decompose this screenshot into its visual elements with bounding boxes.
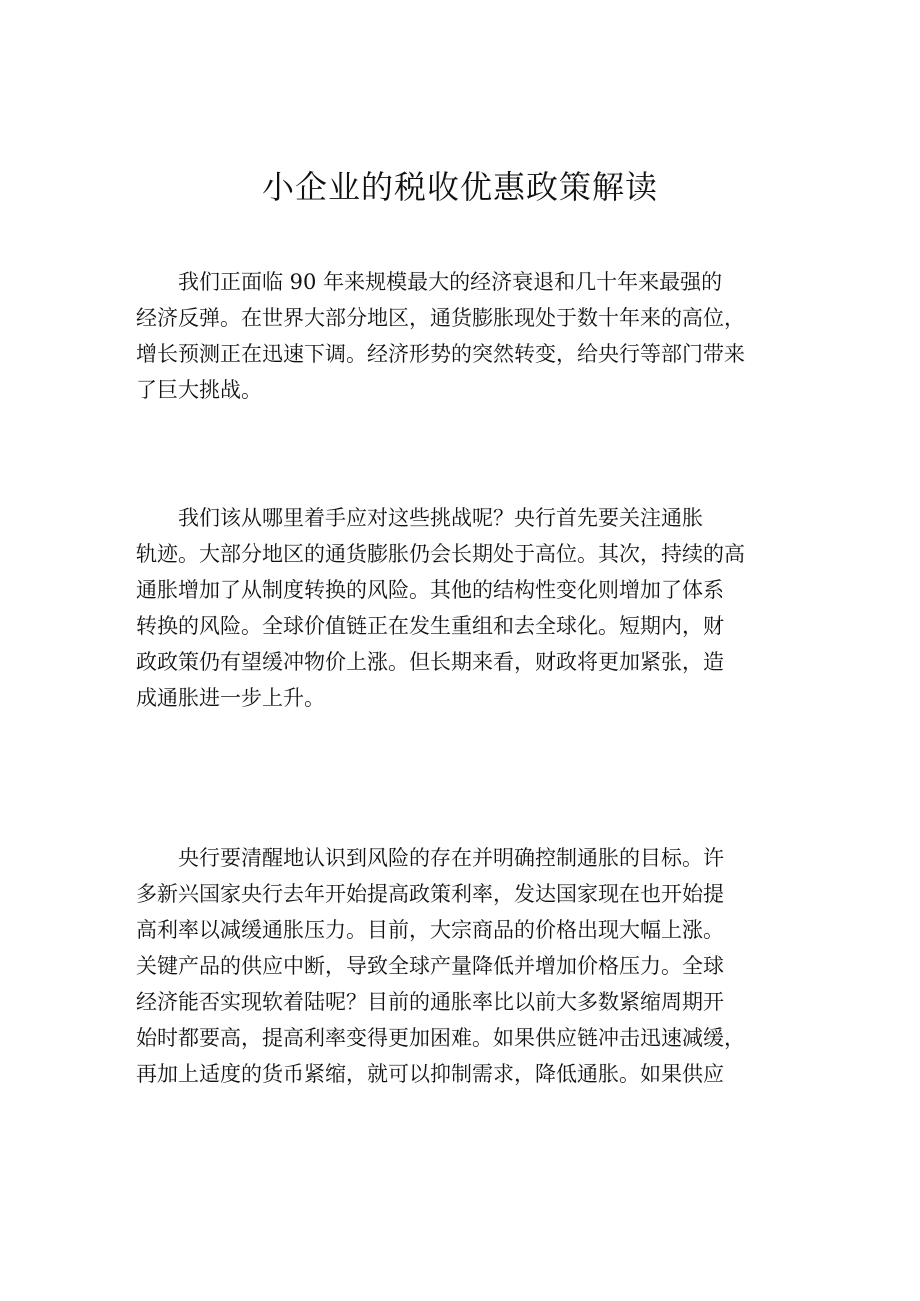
document-title: 小企业的税收优惠政策解读	[261, 168, 658, 206]
paragraph-line: 增长预测正在迅速下调。经济形势的突然转变，给央行等部门带来	[136, 342, 745, 366]
paragraph-line: 轨迹。大部分地区的通货膨胀仍会长期处于高位。其次，持续的高	[136, 542, 745, 566]
paragraph-line: 我们该从哪里着手应对这些挑战呢？央行首先要关注通胀	[178, 506, 703, 530]
paragraph-2	[136, 500, 788, 716]
paragraph-line: 央行要清醒地认识到风险的存在并明确控制通胀的目标。许	[178, 846, 724, 870]
paragraph-3	[136, 840, 788, 1092]
paragraph-1	[136, 264, 788, 408]
paragraph-line: 转换的风险。全球价值链正在发生重组和去全球化。短期内，财	[136, 614, 724, 638]
paragraph-line: 了巨大挑战。	[136, 378, 262, 402]
paragraph-line: 通胀增加了从制度转换的风险。其他的结构性变化则增加了体系	[136, 578, 724, 602]
paragraph-line: 始时都要高，提高利率变得更加困难。如果供应链冲击迅速减缓，	[136, 1026, 745, 1050]
paragraph-line: 高利率以减缓通胀压力。目前，大宗商品的价格出现大幅上涨。	[136, 918, 724, 942]
paragraph-line: 政政策仍有望缓冲物价上涨。但长期来看，财政将更加紧张，造	[136, 650, 724, 674]
paragraph-line: 再加上适度的货币紧缩，就可以抑制需求，降低通胀。如果供应	[136, 1062, 724, 1086]
paragraph-line: 经济能否实现软着陆呢？目前的通胀率比以前大多数紧缩周期开	[136, 990, 724, 1014]
paragraph-line: 多新兴国家央行去年开始提高政策利率，发达国家现在也开始提	[136, 882, 724, 906]
paragraph-line: 我们正面临 90 年来规模最大的经济衰退和几十年来最强的	[178, 270, 723, 294]
paragraph-line: 经济反弹。在世界大部分地区，通货膨胀现处于数十年来的高位，	[136, 306, 745, 330]
paragraph-line: 关键产品的供应中断，导致全球产量降低并增加价格压力。全球	[136, 954, 724, 978]
paragraph-line: 成通胀进一步上升。	[136, 686, 325, 710]
